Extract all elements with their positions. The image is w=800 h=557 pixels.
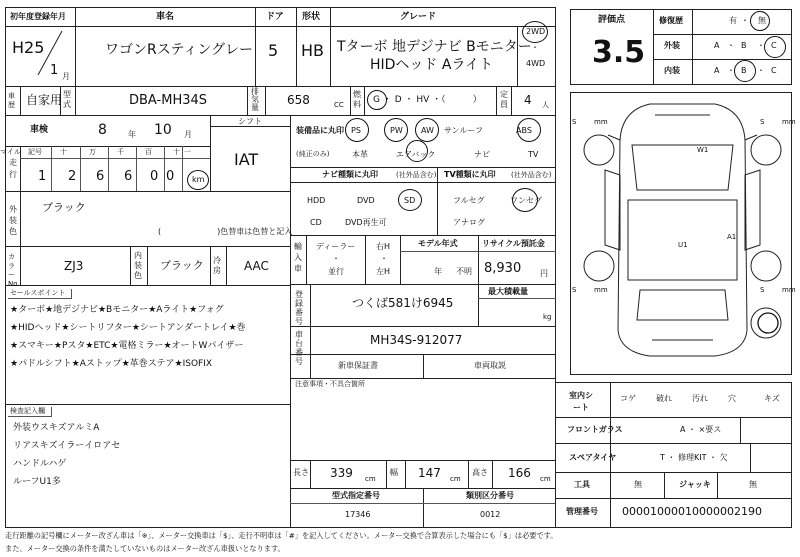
footer-note-2: また、メーター交換の条件を満たしていないものはメーター改ざん車扱いとなります。 <box>5 544 285 553</box>
recycle-unit: 円 <box>540 269 548 278</box>
vehicle-manual: 車両取説 <box>474 361 506 370</box>
interior-color: ブラック <box>160 259 204 272</box>
navi-sub: (社外品含む) <box>396 171 437 179</box>
color-note: ( )色替車は色替と記入 <box>158 227 293 236</box>
tools-value: 無 <box>634 480 642 489</box>
inspection-month: 10 <box>154 122 172 138</box>
mileage-unit: km <box>192 175 205 184</box>
jack-value: 無 <box>749 480 757 489</box>
shape-label: 形状 <box>302 12 321 22</box>
tv-item: アナログ <box>453 218 485 227</box>
recycle-label: リサイクル預託金 <box>482 239 545 248</box>
reg-number: つくば581け6945 <box>352 296 454 310</box>
interior-sheet-item: 穴 <box>728 394 736 403</box>
navi-item: DVD <box>357 196 375 205</box>
import-dot-1: ・ <box>332 254 340 263</box>
use: 自家用 <box>26 93 63 107</box>
mileage-digit-label: 一 <box>184 148 191 156</box>
fuel-options: G ・ D ・ HV ・（ ） <box>373 95 482 105</box>
tire-depth-label: S <box>572 286 577 294</box>
drive-dot: ・ <box>531 43 539 52</box>
type-no: 17346 <box>345 510 371 519</box>
month-unit: 月 <box>62 72 70 81</box>
chassis-label: 車台番号 <box>295 330 303 366</box>
exterior-grade-option: C <box>771 41 777 50</box>
equipment-item: サンルーフ <box>444 126 483 135</box>
drive-2wd: 2WD <box>526 27 546 36</box>
damage-mark: U1 <box>678 241 688 249</box>
glass-value: A ・ ×要ス <box>680 425 722 434</box>
inspection-label: 車検 <box>30 125 49 135</box>
tire-depth-unit: mm <box>782 286 796 294</box>
mileage-label: 走行 <box>9 158 17 179</box>
mileage-digit: 0 <box>166 169 175 184</box>
mgmt-label: 管理番号 <box>566 507 598 516</box>
grade-label: グレード <box>400 12 437 22</box>
model-year-unknown: 不明 <box>456 267 472 276</box>
first-reg-month: 1 <box>50 63 59 78</box>
tv-item: ワンセグ <box>510 196 542 205</box>
use-label: 車歴 <box>8 92 15 109</box>
inspection-year: 8 <box>98 122 107 138</box>
repair-label: 修復歴 <box>659 16 683 25</box>
class-no-label: 類別区分番号 <box>466 491 514 500</box>
tv-item: フルセグ <box>453 196 485 205</box>
capacity: 4 <box>524 93 532 107</box>
model-label: 型式 <box>63 90 71 109</box>
inspector-note-line: 外装ウスキズアルミA <box>13 423 100 433</box>
inspection-year-unit: 年 <box>128 130 136 139</box>
inspection-month-unit: 月 <box>184 130 192 139</box>
import-dealer: ディーラー <box>316 242 356 251</box>
tv-sub: (社外品含む) <box>511 171 552 179</box>
height-unit: cm <box>540 475 551 483</box>
shift: IAT <box>234 150 259 169</box>
navi-item: HDD <box>307 196 326 205</box>
exterior-grade-option: B <box>741 41 747 50</box>
capacity-label: 定員 <box>500 90 508 109</box>
model-year-unit: 年 <box>434 267 442 276</box>
navi-label: ナビ種類に丸印 <box>322 170 378 179</box>
mileage-digit-label: 十 <box>173 148 180 156</box>
sales-label: セールスポイント <box>10 289 66 297</box>
displacement: 658 <box>287 93 310 107</box>
interior-grade-option: C <box>771 66 777 75</box>
navi-item: DVD再生可 <box>345 218 387 227</box>
class-no: 0012 <box>480 510 501 519</box>
equipment-label: 装備品に丸印 <box>296 126 344 135</box>
length-unit: cm <box>365 475 376 483</box>
repair-option: 有 <box>729 16 737 25</box>
equipment-item: エアバック <box>396 150 436 159</box>
equipment-item: ABS <box>516 126 532 135</box>
import-label: 輸入車 <box>294 242 302 273</box>
equipment-item: AW <box>421 126 434 135</box>
disp-unit: CC <box>334 101 344 109</box>
tire-depth-unit: mm <box>782 118 796 126</box>
model-year-label: モデル年式 <box>418 239 458 248</box>
inspector-note-line: ルーフU1多 <box>13 477 61 487</box>
tv-label: TV種類に丸印 <box>444 170 496 179</box>
footer-note-1: 走行距離の記号欄にメーター改ざん車は「※」、メーター交換車は「$」、走行不明車は「#」を記入してください。メーター交換で合算表示した場合にも「$」は必要です。 <box>5 531 558 540</box>
drive-4wd: 4WD <box>526 59 546 68</box>
mileage-digit-label: 千 <box>117 148 124 156</box>
interior-grade-option: ・ <box>757 66 765 75</box>
mileage-digit-label: 万 <box>89 148 96 156</box>
notes-label: 注意事項・不具合箇所 <box>295 380 365 388</box>
score-label: 評価点 <box>598 15 626 25</box>
equipment-sub: (純正のみ) <box>296 150 330 158</box>
score: 3.5 <box>592 35 646 70</box>
max-load-label: 最大積載量 <box>488 287 528 296</box>
navi-item: SD <box>404 196 416 205</box>
color-no-label: カラーNo. <box>8 253 20 288</box>
model: DBA-MH34S <box>129 93 208 108</box>
mileage-digit: 0 <box>150 169 159 184</box>
first-reg-year: H25 <box>12 38 45 57</box>
interior-grade-option: A <box>714 66 720 75</box>
interior-color-label: 内装色 <box>134 251 142 280</box>
left-hand: 左H <box>376 267 391 276</box>
color-no: ZJ3 <box>64 259 84 273</box>
tire-depth-label: S <box>760 286 765 294</box>
interior-sheet-item: 汚れ <box>692 394 708 403</box>
year-label: 初年度登録年月 <box>10 12 66 21</box>
sales-point-line: ★パドルシフト★Aストップ★革巻ステア★ISOFIX <box>10 359 213 369</box>
inspector-note-line: リアスキズイラーイロアセ <box>13 441 121 451</box>
new-car-warranty: 新車保証書 <box>338 361 378 370</box>
equipment-item: 本革 <box>352 150 368 159</box>
grade-line-2: HIDヘッド Aライト <box>370 57 494 73</box>
spare-label: スペアタイヤ <box>569 453 617 462</box>
import-dot-2: ・ <box>380 254 388 263</box>
glass-label: フロントガラス <box>567 425 623 434</box>
interior-sheet-item: 破れ <box>656 394 672 403</box>
interior-sheet-label: 室内シート <box>569 391 593 412</box>
equipment-item: TV <box>528 150 539 159</box>
recycle-fee: 8,930 <box>484 261 522 276</box>
mileage-digit-label: マイル <box>0 148 21 156</box>
ac-label: 冷房 <box>213 256 221 275</box>
width: 147 <box>418 466 441 480</box>
jack-label: ジャッキ <box>679 480 711 489</box>
exterior-grade-option: ・ <box>757 41 765 50</box>
grade-line-1: Tターボ 地デジナビ Bモニター <box>337 39 532 55</box>
spare-value: T ・ 修理KIT ・ 欠 <box>660 453 728 462</box>
navi-item: CD <box>310 218 322 227</box>
mileage-digit-label: 記号 <box>28 148 42 156</box>
damage-mark: A1 <box>727 233 737 241</box>
height: 166 <box>508 466 531 480</box>
tire-depth-label: S <box>572 118 577 126</box>
car-name: ワゴンRスティングレー <box>105 42 254 58</box>
import-parallel: 並行 <box>328 267 344 276</box>
interior-grade-option: ・ <box>727 66 735 75</box>
tire-depth-unit: mm <box>594 286 608 294</box>
chassis-number: MH34S-912077 <box>370 333 463 347</box>
inspector-label: 検査記入欄 <box>10 407 45 415</box>
mileage-digit: 1 <box>38 169 47 184</box>
mileage-digit-label: 十 <box>60 148 67 156</box>
doors-label: ドア <box>266 12 284 22</box>
damage-mark: W1 <box>697 146 709 154</box>
equipment-item: ナビ <box>474 150 490 159</box>
interior-grade-label: 内装 <box>664 66 680 75</box>
inspector-note-line: ハンドルハゲ <box>13 459 67 469</box>
length: 339 <box>330 466 353 480</box>
length-label: 長さ <box>293 468 309 477</box>
shape: HB <box>301 41 325 60</box>
tools-label: 工具 <box>574 480 590 489</box>
interior-sheet-item: コゲ <box>620 394 636 403</box>
right-hand: 右H <box>376 242 391 251</box>
interior-sheet-item: キズ <box>764 394 780 403</box>
interior-grade-option: B <box>741 66 747 75</box>
sales-point-line: ★ターボ★地デジナビ★Bモニター★Aライト★フォグ <box>10 305 224 315</box>
mileage-digit-label: 百 <box>145 148 152 156</box>
exterior-grade-option: ・ <box>727 41 735 50</box>
fuel-label: 燃料 <box>353 90 361 109</box>
mileage-digit: 6 <box>96 169 105 184</box>
mgmt-number: 00001000010000002190 <box>622 505 762 518</box>
exterior-color: ブラック <box>42 201 86 214</box>
mileage-digit: 6 <box>124 169 133 184</box>
repair-option: 無 <box>758 16 766 25</box>
width-label: 幅 <box>390 468 398 477</box>
reg-label: 登録番号 <box>295 290 303 326</box>
shift-label: シフト <box>238 117 262 126</box>
height-label: 高さ <box>472 468 488 477</box>
sales-point-line: ★HIDヘッド★シートリフター★シートアンダートレイ★巻 <box>10 323 246 333</box>
mileage-digit: 2 <box>68 169 77 184</box>
doors: 5 <box>268 41 279 60</box>
color-label: 外装色 <box>9 205 17 236</box>
exterior-grade-label: 外装 <box>664 41 680 50</box>
tire-depth-label: S <box>760 118 765 126</box>
max-load-unit: kg <box>543 313 552 321</box>
equipment-item: PS <box>351 126 361 135</box>
tire-depth-unit: mm <box>594 118 608 126</box>
car-name-label: 車名 <box>156 12 175 22</box>
width-unit: cm <box>450 475 461 483</box>
type-no-label: 型式指定番号 <box>332 491 380 500</box>
exterior-grade-option: A <box>714 41 720 50</box>
equipment-item: PW <box>390 126 403 135</box>
disp-label: 排気量 <box>251 87 259 112</box>
repair-option: ・ <box>741 16 749 25</box>
ac: AAC <box>244 259 269 273</box>
sales-point-line: ★スマキー★Pスタ★ETC★電格ミラー★オートWパイザー <box>10 341 244 351</box>
capacity-unit: 人 <box>542 101 549 109</box>
